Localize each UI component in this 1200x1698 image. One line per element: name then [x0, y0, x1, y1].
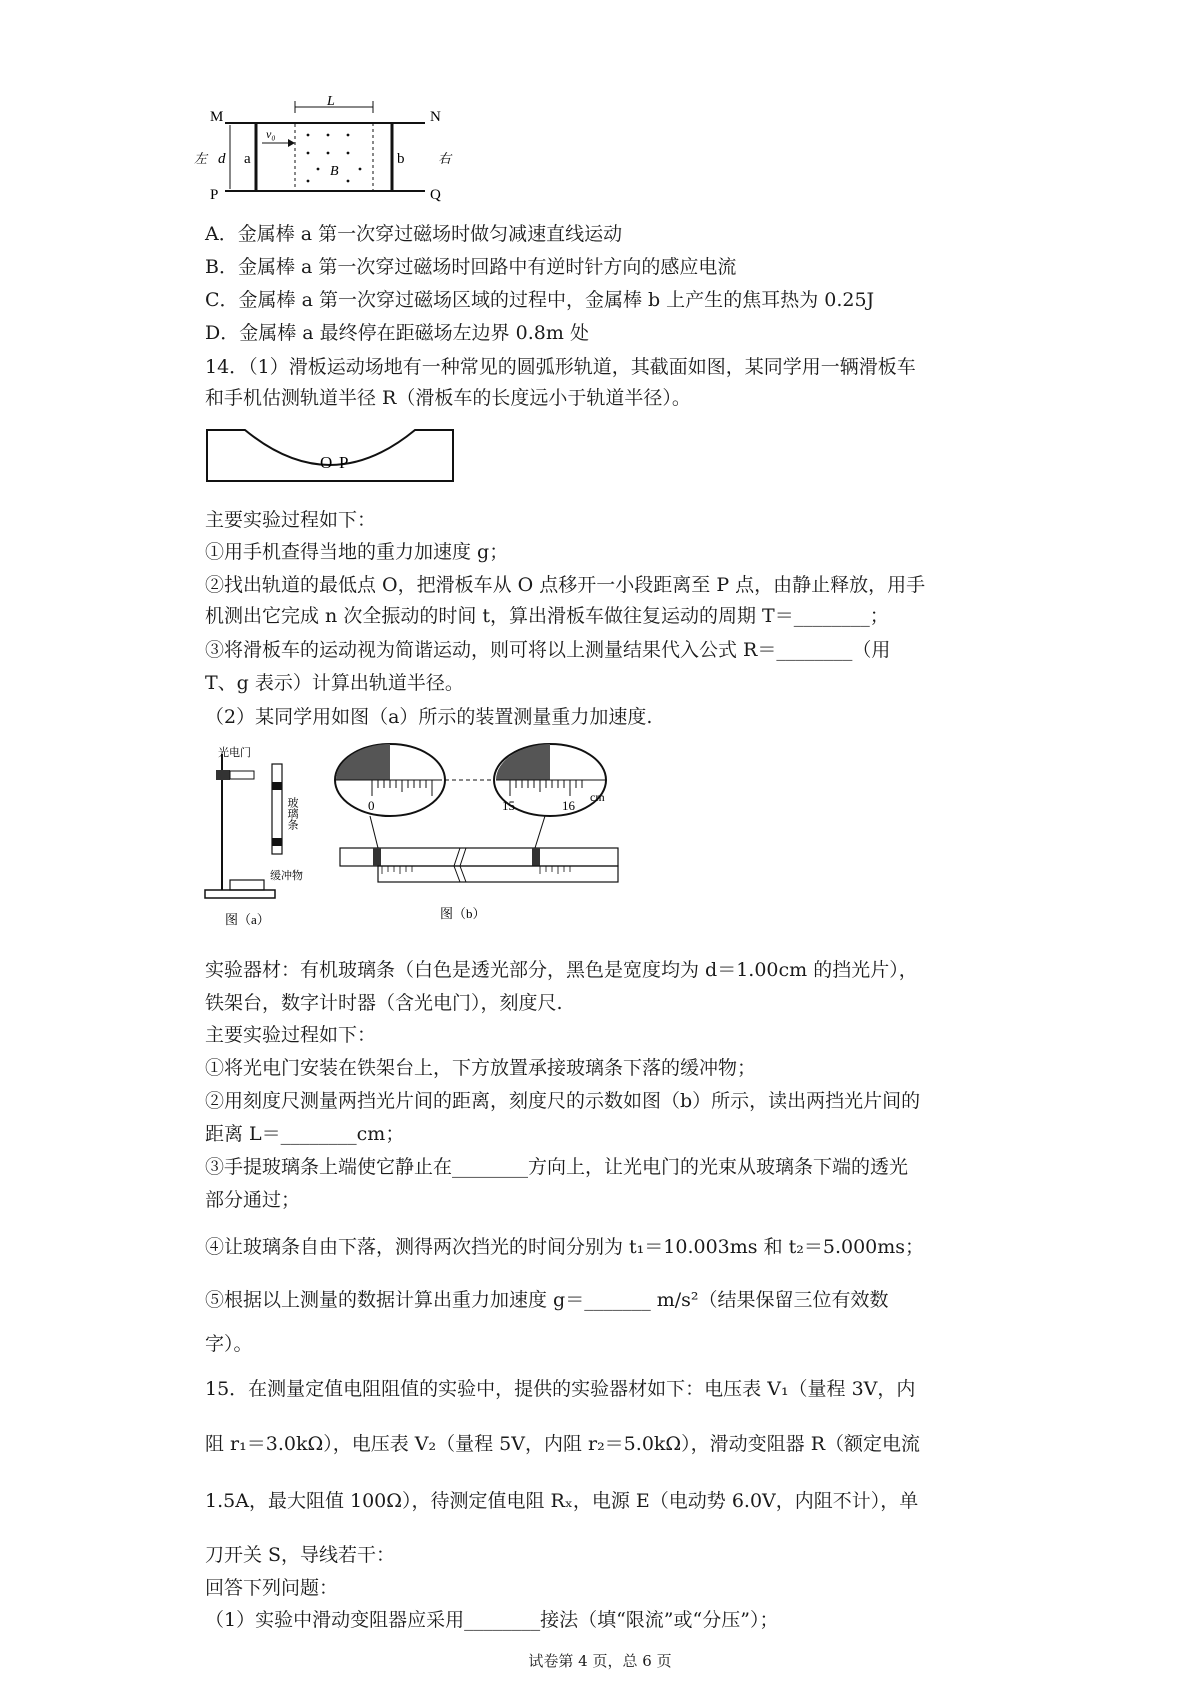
rails-magnetic-field-figure [194, 94, 460, 205]
p2-step4: ④让玻璃条自由下落，测得两次挡光的时间分别为 t₁＝10.003ms 和 t₂＝5.000ms； [205, 1236, 925, 1258]
label-left: 左 [194, 151, 208, 166]
page-footer: 试卷第 4 页，总 6 页 [528, 1652, 672, 1670]
figure-b-ruler [350, 738, 630, 933]
q15-line6: （1）实验中滑动变阻器应采用________接法（填“限流”或“分压”）； [205, 1609, 779, 1631]
materials-line1: 实验器材：有机玻璃条（白色是透光部分，黑色是宽度均为 d＝1.00cm 的挡光片）， [205, 959, 918, 981]
label-v0: v₀ [266, 127, 276, 141]
figure-a-photogate [200, 742, 320, 932]
q14-step3-line2: T、g 表示）计算出轨道半径。 [205, 672, 464, 694]
label-a: a [244, 151, 251, 167]
label-L: L [327, 94, 335, 109]
fig-a-label-buffer: 缓冲物 [270, 870, 303, 882]
fig-b-label-0: 0 [368, 798, 375, 813]
label-b: b [397, 151, 405, 167]
q15-line1: 15．在测量定值电阻阻值的实验中，提供的实验器材如下：电压表 V₁（量程 3V，内 [205, 1378, 916, 1400]
fig-b-label-16: 16 [562, 798, 575, 813]
q14-part2: （2）某同学用如图（a）所示的装置测量重力加速度. [205, 706, 653, 728]
option-a: A．金属棒 a 第一次穿过磁场时做匀减速直线运动 [205, 223, 623, 245]
option-b: B．金属棒 a 第一次穿过磁场时回路中有逆时针方向的感应电流 [205, 256, 737, 278]
label-Q: Q [430, 187, 441, 203]
q14-step2-line2: 机测出它完成 n 次全振动的时间 t，算出滑板车做往复运动的周期 T＝________； [205, 605, 889, 627]
q14-process-heading: 主要实验过程如下： [205, 509, 377, 531]
q14-step3-line1: ③将滑板车的运动视为简谐运动，则可将以上测量结果代入公式 R＝________（用 [205, 639, 891, 661]
label-B: B [330, 164, 339, 179]
q14-step2-line1: ②找出轨道的最低点 O，把滑板车从 O 点移开一小段距离至 P 点，由静止释放，用手 [205, 574, 926, 596]
fig-a-label-glass: 玻璃条 [286, 797, 298, 830]
q14-intro-line1: 14．（1）滑板运动场地有一种常见的圆弧形轨道，其截面如图，某同学用一辆滑板车 [205, 356, 916, 378]
materials-line2: 铁架台，数字计时器（含光电门），刻度尺. [205, 992, 563, 1014]
arc-label-P: P [339, 453, 349, 472]
label-M: M [210, 109, 224, 125]
q15-line4: 刀开关 S，导线若干： [205, 1544, 396, 1566]
q14-step1: ①用手机查得当地的重力加速度 g； [205, 541, 509, 563]
arc-track-figure [205, 425, 455, 485]
p2-step1: ①将光电门安装在铁架台上，下方放置承接玻璃条下落的缓冲物； [205, 1057, 757, 1079]
option-d: D．金属棒 a 最终停在距磁场左边界 0.8m 处 [205, 322, 589, 344]
fig-b-label-cm: cm [590, 790, 605, 804]
fig-a-caption: 图（a） [225, 912, 270, 927]
label-N: N [430, 109, 441, 125]
p2-step2-line2: 距离 L＝________cm； [205, 1123, 405, 1145]
label-P: P [210, 187, 219, 203]
fig-b-caption: 图（b） [440, 906, 486, 921]
process2-heading: 主要实验过程如下： [205, 1024, 377, 1046]
q14-intro-line2: 和手机估测轨道半径 R（滑板车的长度远小于轨道半径）。 [205, 387, 691, 409]
label-d: d [218, 151, 226, 167]
arc-label-O: O [320, 453, 333, 472]
p2-step5-line1: ⑤根据以上测量的数据计算出重力加速度 g＝_______ m/s²（结果保留三位有效数 [205, 1289, 889, 1311]
fig-b-label-15: 15 [502, 798, 515, 813]
p2-step2-line1: ②用刻度尺测量两挡光片间的距离，刻度尺的示数如图（b）所示，读出两挡光片间的 [205, 1090, 921, 1112]
p2-step3-line1: ③手提玻璃条上端使它静止在________方向上，让光电门的光束从玻璃条下端的透光 [205, 1156, 909, 1178]
label-right: 右 [438, 151, 452, 166]
q15-line3: 1.5A，最大阻值 100Ω），待测定值电阻 Rₓ，电源 E（电动势 6.0V，内阻不计），单 [205, 1490, 919, 1512]
p2-step5-line2: 字）。 [205, 1333, 253, 1355]
fig-a-label-gate: 光电门 [218, 747, 251, 759]
q15-line2: 阻 r₁＝3.0kΩ），电压表 V₂（量程 5V，内阻 r₂＝5.0kΩ），滑动变阻器 R（额定电流 [205, 1433, 921, 1455]
p2-step3-line2: 部分通过； [205, 1189, 301, 1211]
q15-line5: 回答下列问题： [205, 1577, 339, 1599]
option-c: C．金属棒 a 第一次穿过磁场区域的过程中，金属棒 b 上产生的焦耳热为 0.25J [205, 289, 875, 311]
